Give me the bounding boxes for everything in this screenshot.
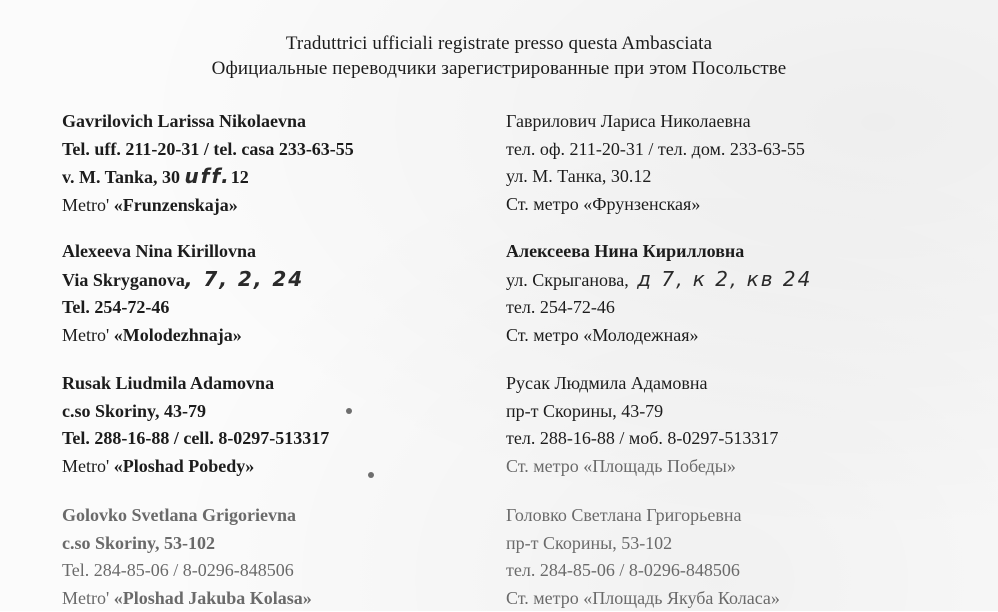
translator-name: Alexeeva Nina Kirillovna: [62, 238, 502, 266]
translator-phone: Tel. uff. 211-20-31 / tel. casa 233-63-55: [62, 136, 502, 164]
translator-phone: Tel. 288-16-88 / cell. 8-0297-513317: [62, 425, 502, 453]
translator-address: c.so Skoriny, 43-79: [62, 398, 502, 426]
translator-phone: Tel. 284-85-06 / 8-0296-848506: [62, 557, 502, 585]
translator-name: Гаврилович Лариса Николаевна: [506, 108, 946, 136]
translator-phone: тел. 254-72-46: [506, 294, 946, 322]
translator-entry-4-ru: [506, 502, 946, 612]
header-italian: Traduttrici ufficiali registrate presso questa Ambasciata: [0, 33, 998, 55]
handwritten-note: uff.: [185, 164, 231, 188]
translator-name: Golovko Svetlana Grigorievna: [62, 502, 502, 530]
translator-metro: Metro' «Ploshad Jakuba Kolasa»: [62, 585, 502, 612]
translator-metro: Metro' «Ploshad Pobedy»: [62, 453, 502, 481]
translator-name: Rusak Liudmila Adamovna: [62, 370, 502, 398]
translator-address: ул. Скрыганова, д 7, к 2, кв 24: [506, 266, 946, 295]
translator-metro: Ст. метро «Молодежная»: [506, 322, 946, 350]
header-russian: Официальные переводчики зарегистрированные при этом Посольстве: [0, 58, 998, 80]
translator-entry-3-ru: [506, 370, 946, 480]
translator-address: ул. М. Танка, 30.12: [506, 163, 946, 191]
translator-address: пр-т Скорины, 43-79: [506, 398, 946, 426]
translator-phone: Tel. 254-72-46: [62, 294, 502, 322]
translator-phone: тел. оф. 211-20-31 / тел. дом. 233-63-55: [506, 136, 946, 164]
translator-entry-1-it: [62, 108, 502, 219]
translator-address: пр-т Скорины, 53-102: [506, 530, 946, 558]
handwritten-note: д 7, к 2, кв 24: [629, 267, 813, 291]
translator-entry-3-it: [62, 370, 502, 480]
scan-speck: [346, 408, 352, 414]
translator-metro: Metro' «Frunzenskaja»: [62, 192, 502, 220]
translator-entry-4-it: [62, 502, 502, 612]
translator-phone: тел. 284-85-06 / 8-0296-848506: [506, 557, 946, 585]
translator-entry-2-it: [62, 238, 502, 349]
translator-address: v. M. Tanka, 30 uff.12: [62, 163, 502, 192]
translator-metro: Ст. метро «Площадь Победы»: [506, 453, 946, 481]
translator-name: Русак Людмила Адамовна: [506, 370, 946, 398]
translator-entry-2-ru: [506, 238, 946, 349]
scan-speck: [368, 472, 374, 478]
translator-metro: Ст. метро «Площадь Якуба Коласа»: [506, 585, 946, 612]
translator-metro: Metro' «Molodezhnaja»: [62, 322, 502, 350]
translator-name: Gavrilovich Larissa Nikolaevna: [62, 108, 502, 136]
translator-name: Головко Светлана Григорьевна: [506, 502, 946, 530]
translator-address: Via Skryganova, 7, 2, 24: [62, 266, 502, 295]
handwritten-note: , 7, 2, 24: [185, 267, 304, 291]
translator-metro: Ст. метро «Фрунзенская»: [506, 191, 946, 219]
translator-phone: тел. 288-16-88 / моб. 8-0297-513317: [506, 425, 946, 453]
translator-name: Алексеева Нина Кирилловна: [506, 238, 946, 266]
translator-address: c.so Skoriny, 53-102: [62, 530, 502, 558]
translator-entry-1-ru: [506, 108, 946, 218]
